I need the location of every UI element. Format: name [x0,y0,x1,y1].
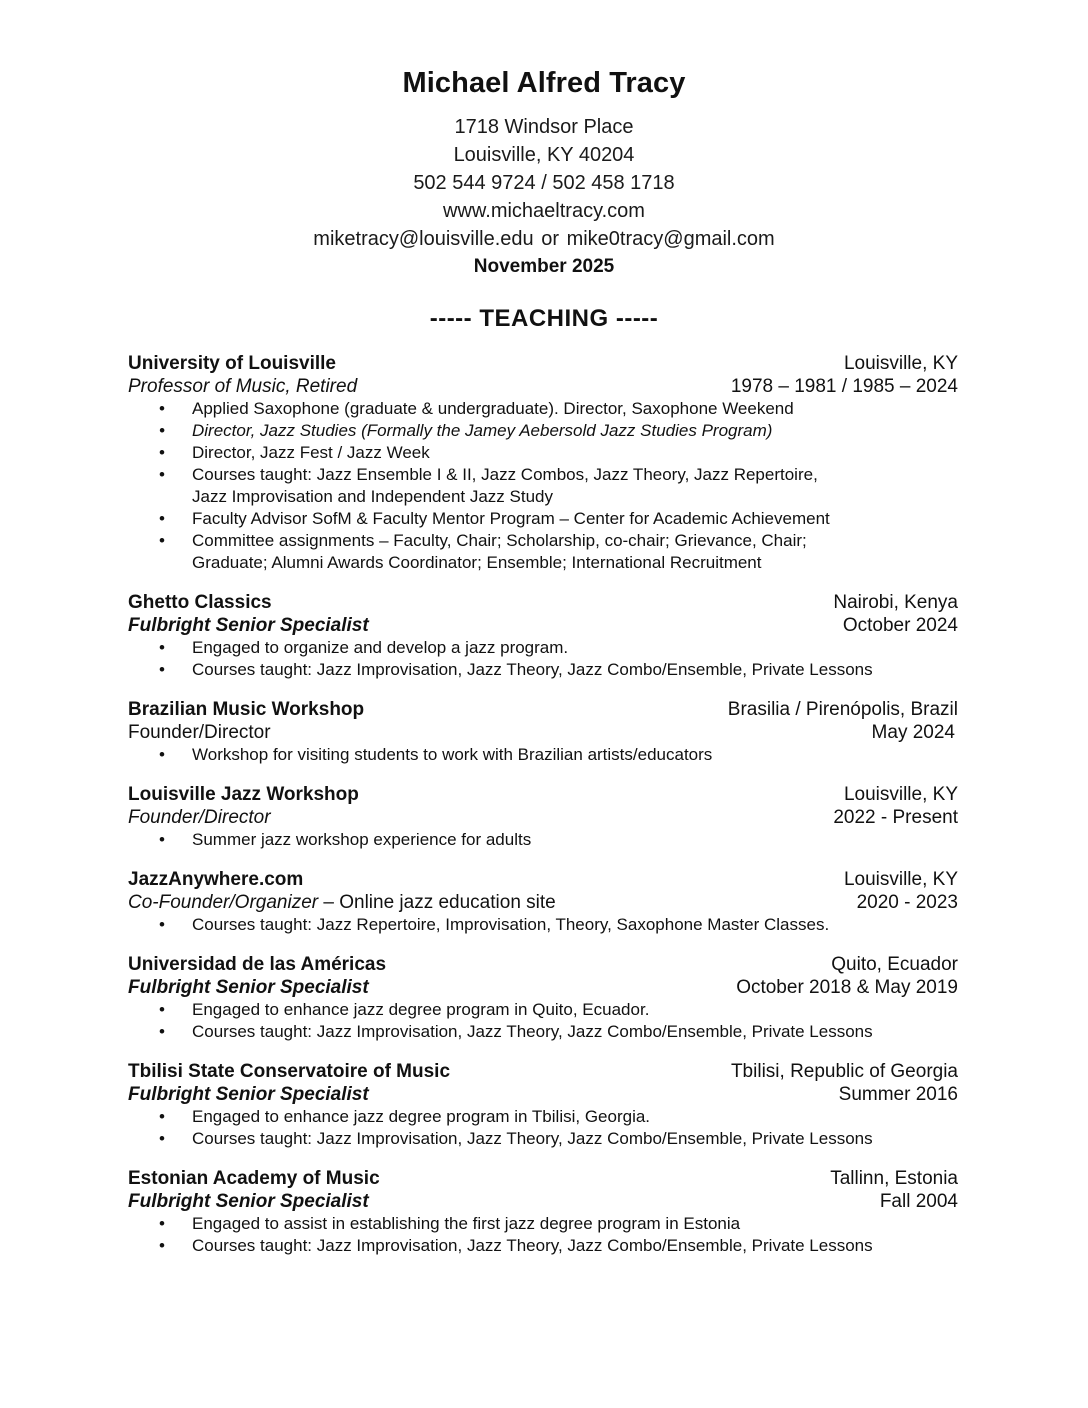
teaching-entry [128,953,958,1043]
entry-period: October 2024 [842,615,958,636]
entry-bullets [128,398,958,574]
entry-bullets [128,744,958,766]
address-line-1: 1718 Windsor Place [454,116,634,138]
list-item: • Engaged to enhance jazz degree program in Tbilisi, Georgia. [128,1106,958,1128]
list-item: • Applied Saxophone (graduate & undergraduate). Director, Saxophone Weekend [128,398,958,420]
entry-role: Professor of Music, Retired [128,376,358,397]
list-item: • Courses taught: Jazz Ensemble I & II, Jazz Combos, Jazz Theory, Jazz Repertoire, [128,464,958,486]
entry-location: Nairobi, Kenya [833,592,958,613]
email-addresses[interactable]: miketracy@louisville.edu or mike0tracy@gmail.com [313,228,775,250]
entry-organization: Estonian Academy of Music [128,1168,380,1189]
entry-period: October 2018 & May 2019 [736,977,958,998]
address-line-2: Louisville, KY 40204 [453,144,635,166]
entry-organization: Universidad de las Américas [128,954,387,975]
entry-period: May 2024 [871,722,955,743]
entry-period: Fall 2004 [879,1191,958,1212]
entry-role-suffix: – Online jazz education site [318,892,556,913]
entry-location: Louisville, KY [843,784,958,805]
website-link[interactable]: www.michaeltracy.com [443,200,645,222]
list-item: • Engaged to enhance jazz degree program in Quito, Ecuador. [128,999,958,1021]
entry-role: Fulbright Senior Specialist [128,1084,369,1105]
entry-role: Fulbright Senior Specialist [128,1191,369,1212]
entry-organization: Tbilisi State Conservatoire of Music [128,1061,451,1082]
entry-role: Founder/Director [128,722,271,743]
resume-date: November 2025 [473,256,615,277]
entry-bullets [128,914,958,936]
entry-bullets [128,1213,958,1257]
list-item: • Director, Jazz Fest / Jazz Week [128,442,958,464]
entry-period: Summer 2016 [838,1084,958,1105]
teaching-entry [128,352,958,574]
list-item: • Courses taught: Jazz Repertoire, Improvisation, Theory, Saxophone Master Classes. [128,914,958,936]
entry-bullets [128,637,958,681]
teaching-entry [128,868,958,936]
list-item: • Courses taught: Jazz Improvisation, Jazz Theory, Jazz Combo/Ensemble, Private Lessons [128,659,958,681]
entry-role: Co-Founder/Organizer [128,892,319,913]
list-item-continuation: Graduate; Alumni Awards Coordinator; Ensemble; International Recruitment [192,553,762,572]
entry-location: Louisville, KY [843,353,958,374]
person-name: Michael Alfred Tracy [402,67,686,99]
teaching-entry [128,1167,958,1257]
list-item-continuation: Jazz Improvisation and Independent Jazz Study [192,487,553,506]
entry-bullets [128,999,958,1043]
list-item: • Faculty Advisor SofM & Faculty Mentor Program – Center for Academic Achievement [128,508,958,530]
list-item: • Courses taught: Jazz Improvisation, Jazz Theory, Jazz Combo/Ensemble, Private Lessons [128,1128,958,1150]
entry-organization: Brazilian Music Workshop [128,699,365,720]
entry-organization: University of Louisville [128,353,336,374]
entry-period: 2020 - 2023 [856,892,958,913]
entry-period: 1978 – 1981 / 1985 – 2024 [730,376,958,397]
list-item: • Workshop for visiting students to work with Brazilian artists/educators [128,744,958,766]
list-item: • Committee assignments – Faculty, Chair; Scholarship, co-chair; Grievance, Chair; [128,530,958,552]
entry-location: Brasilia / Pirenópolis, Brazil [727,699,958,720]
teaching-section-heading: ----- TEACHING ----- [429,305,659,332]
teaching-entry [128,1060,958,1150]
entry-organization: JazzAnywhere.com [128,869,304,890]
entry-role-group [128,891,556,914]
entry-organization: Louisville Jazz Workshop [128,784,359,805]
entry-bullets [128,829,958,851]
entry-role: Fulbright Senior Specialist [128,615,369,636]
entry-role: Founder/Director [128,807,271,828]
list-item: • Engaged to organize and develop a jazz program. [128,637,958,659]
entry-period: 2022 - Present [833,807,958,828]
entry-bullets [128,1106,958,1150]
list-item: • Summer jazz workshop experience for adults [128,829,958,851]
list-item: • Courses taught: Jazz Improvisation, Jazz Theory, Jazz Combo/Ensemble, Private Lessons [128,1235,958,1257]
teaching-entry [128,698,958,766]
entry-location: Quito, Ecuador [831,954,958,975]
list-item: • Courses taught: Jazz Improvisation, Jazz Theory, Jazz Combo/Ensemble, Private Lessons [128,1021,958,1043]
entry-role: Fulbright Senior Specialist [128,977,369,998]
list-item: • Engaged to assist in establishing the first jazz degree program in Estonia [128,1213,958,1235]
resume-header [0,62,1088,281]
teaching-entries [128,352,958,1274]
entry-location: Tbilisi, Republic of Georgia [730,1061,958,1082]
teaching-entry [128,783,958,851]
entry-location: Tallinn, Estonia [830,1168,958,1189]
teaching-entry [128,591,958,681]
phone-numbers: 502 544 9724 / 502 458 1718 [413,172,675,194]
list-item: • Director, Jazz Studies (Formally the Jamey Aebersold Jazz Studies Program) [128,420,958,442]
entry-organization: Ghetto Classics [128,592,272,613]
entry-location: Louisville, KY [843,869,958,890]
